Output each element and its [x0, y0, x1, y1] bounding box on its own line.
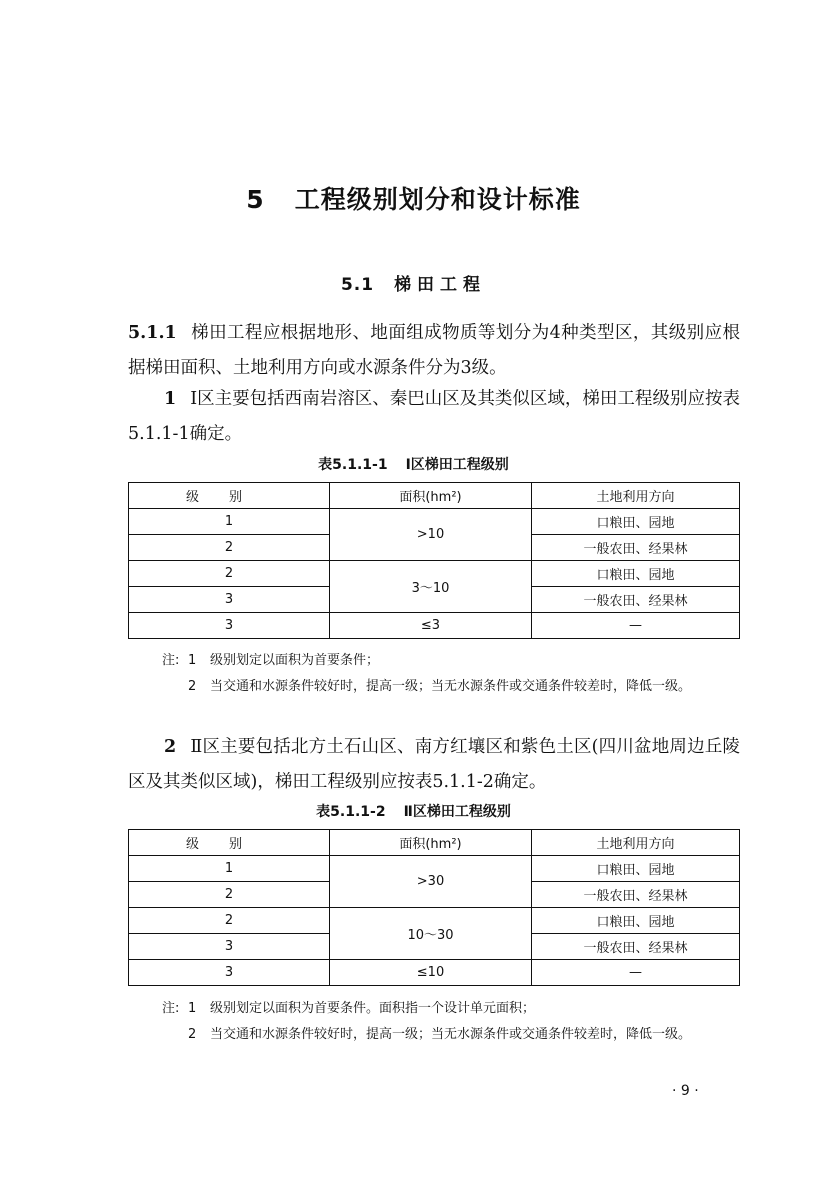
cell-land-use: 口粮田、园地: [532, 561, 740, 587]
cell-grade: 3: [129, 934, 330, 960]
item-2-paragraph: [128, 730, 740, 800]
table-2: [128, 829, 740, 986]
table-1-caption-number: 表5.1.1-1: [318, 457, 388, 473]
note-text: 级别划定以面积为首要条件。面积指一个设计单元面积；: [210, 1001, 536, 1016]
item-2-number: 2: [164, 737, 177, 757]
note-item: [128, 996, 740, 1022]
item-2-text: Ⅱ区主要包括北方土石山区、南方红壤区和紫色土区(四川盆地周边丘陵区及其类似区域)，梯田工程级别应按表5.1.1-2确定。: [128, 737, 740, 792]
clause-text: 梯田工程应根据地形、地面组成物质等划分为4种类型区，其级别应根据梯田面积、土地利用方向或水源条件分为3级。: [128, 323, 740, 378]
clause-paragraph: [128, 316, 740, 386]
cell-land-use: 一般农田、经果林: [532, 934, 740, 960]
cell-grade: 3: [129, 960, 330, 986]
item-1-paragraph: [128, 382, 740, 452]
note-item: [128, 674, 740, 700]
note-text: 当交通和水源条件较好时，提高一级；当无水源条件或交通条件较差时，降低一级。: [210, 679, 692, 694]
table-row: [129, 613, 740, 639]
cell-land-use: —: [532, 960, 740, 986]
cell-land-use: —: [532, 613, 740, 639]
header-area: 面积(hm²): [330, 830, 532, 856]
cell-area: >10: [330, 509, 532, 561]
page-number: · 9 ·: [672, 1083, 699, 1099]
table-1-notes: [128, 648, 740, 700]
cell-land-use: 一般农田、经果林: [532, 882, 740, 908]
header-land-use: 土地利用方向: [532, 830, 740, 856]
note-label: 注:: [162, 653, 180, 668]
cell-land-use: 口粮田、园地: [532, 856, 740, 882]
header-grade: 级别: [129, 830, 330, 856]
table-2-caption: [0, 801, 827, 821]
cell-land-use: 口粮田、园地: [532, 908, 740, 934]
cell-land-use: 一般农田、经果林: [532, 587, 740, 613]
section-heading: [0, 270, 827, 295]
note-index: 1: [188, 653, 197, 668]
note-index: 2: [188, 1027, 197, 1042]
cell-grade: 3: [129, 587, 330, 613]
cell-grade: 1: [129, 856, 330, 882]
header-grade: 级别: [129, 483, 330, 509]
cell-grade: 1: [129, 509, 330, 535]
table-1-caption-title: Ⅰ区梯田工程级别: [405, 457, 509, 473]
table-row: [129, 856, 740, 882]
cell-land-use: 一般农田、经果林: [532, 535, 740, 561]
cell-land-use: 口粮田、园地: [532, 509, 740, 535]
table-row: [129, 908, 740, 934]
chapter-title: 工程级别划分和设计标准: [294, 185, 581, 214]
table-2-caption-number: 表5.1.1-2: [316, 804, 386, 820]
section-title: 梯田工程: [394, 275, 487, 295]
note-index: 1: [188, 1001, 197, 1016]
table-header-row: [129, 830, 740, 856]
cell-area: 3～10: [330, 561, 532, 613]
clause-number: 5.1.1: [128, 323, 177, 343]
header-land-use: 土地利用方向: [532, 483, 740, 509]
table-1-caption: [0, 454, 827, 474]
table-header-row: [129, 483, 740, 509]
cell-area: ≤3: [330, 613, 532, 639]
table-2-notes: [128, 996, 740, 1048]
note-label: 注:: [162, 1001, 180, 1016]
table-row: [129, 960, 740, 986]
header-area: 面积(hm²): [330, 483, 532, 509]
note-item: [128, 1022, 740, 1048]
cell-grade: 2: [129, 535, 330, 561]
cell-grade: 2: [129, 882, 330, 908]
cell-grade: 3: [129, 613, 330, 639]
note-item: [128, 648, 740, 674]
note-text: 当交通和水源条件较好时，提高一级；当无水源条件或交通条件较差时，降低一级。: [210, 1027, 692, 1042]
item-1-number: 1: [164, 389, 177, 409]
cell-area: >30: [330, 856, 532, 908]
table-1: [128, 482, 740, 639]
cell-grade: 2: [129, 908, 330, 934]
chapter-number: 5: [246, 185, 265, 214]
cell-area: ≤10: [330, 960, 532, 986]
table-2-caption-title: Ⅱ区梯田工程级别: [403, 804, 511, 820]
cell-grade: 2: [129, 561, 330, 587]
section-number: 5.1: [340, 275, 375, 295]
cell-area: 10～30: [330, 908, 532, 960]
table-row: [129, 561, 740, 587]
note-text: 级别划定以面积为首要条件；: [210, 653, 380, 668]
note-index: 2: [188, 679, 197, 694]
chapter-heading: [0, 180, 827, 216]
table-row: [129, 509, 740, 535]
item-1-text: Ⅰ区主要包括西南岩溶区、秦巴山区及其类似区域，梯田工程级别应按表5.1.1-1确定。: [128, 389, 740, 444]
